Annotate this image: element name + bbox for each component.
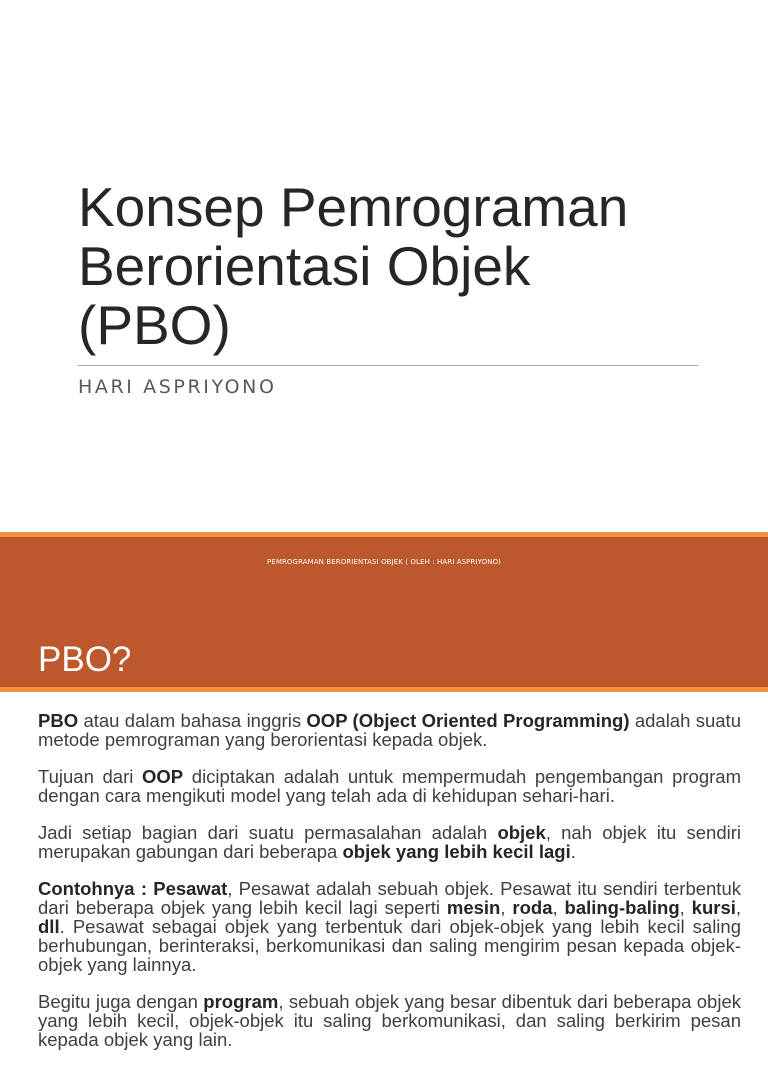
body-paragraph — [38, 992, 741, 1049]
bold-text-run: dll — [38, 916, 60, 937]
title-divider — [78, 365, 698, 366]
text-run: , Pesawat adalah sebuah objek. Pesawat itu sendiri terbentuk dari beberapa objek yang lebih kecil lagi seperti — [38, 878, 741, 918]
slide-footer-text: PEMROGRAMAN BERORIENTASI OBJEK ( OLEH : HARI ASPRIYONO) — [266, 558, 502, 566]
slide-body — [38, 711, 741, 1067]
content-slide — [0, 532, 768, 1050]
banner-bottom-stripe — [0, 687, 768, 692]
bold-text-run: program — [203, 991, 279, 1012]
text-run: , sebuah objek yang besar dibentuk dari beberapa objek yang lebih kecil, objek-objek itu saling berkomunikasi, dan saling berkirim pesan kepada objek yang lain. — [38, 991, 741, 1050]
bold-text-run: objek — [497, 822, 546, 843]
slide-heading: PBO? — [38, 640, 132, 679]
bold-text-run: OOP (Object Oriented Programming) — [306, 710, 630, 731]
bold-text-run: objek yang lebih kecil lagi — [342, 841, 571, 862]
bold-text-run: Contohnya : Pesawat — [38, 878, 228, 899]
body-paragraph — [38, 767, 741, 805]
text-run: adalah suatu metode pemrograman yang berorientasi kepada objek. — [38, 710, 741, 750]
text-run: , — [500, 897, 513, 918]
slide-title-line-2: Berorientasi Objek — [78, 235, 531, 297]
body-paragraph — [38, 711, 741, 749]
text-run: Jadi setiap bagian dari suatu permasalahan adalah — [38, 822, 498, 843]
slide-banner — [0, 537, 768, 687]
slide-title — [78, 178, 718, 355]
text-run: , — [552, 897, 565, 918]
bold-text-run: OOP — [142, 766, 184, 787]
text-run: atau dalam bahasa inggris — [78, 710, 307, 731]
text-run: diciptakan adalah untuk mempermudah pengembangan program dengan cara mengikuti model yang telah ada di kehidupan sehari-hari. — [38, 766, 741, 806]
text-run: Tujuan dari — [38, 766, 143, 787]
slide-title-line-1: Konsep Pemrograman — [78, 176, 629, 238]
body-paragraph — [38, 823, 741, 861]
bold-text-run: PBO — [38, 710, 79, 731]
text-run: , — [679, 897, 692, 918]
text-run: , — [735, 897, 742, 918]
slide-title-line-3: (PBO) — [78, 294, 231, 356]
bold-text-run: roda — [512, 897, 553, 918]
body-paragraph — [38, 879, 741, 974]
text-run: Begitu juga dengan — [38, 991, 204, 1012]
slide-subtitle: HARI ASPRIYONO — [78, 376, 277, 398]
title-slide — [0, 0, 768, 532]
bold-text-run: baling-baling — [564, 897, 680, 918]
text-run: . Pesawat sebagai objek yang terbentuk dari objek-objek yang lebih kecil saling berhubungan, berinteraksi, berkomunikasi dan saling mengirim pesan kepada objek-objek yang lainnya. — [38, 916, 741, 975]
text-run: . — [570, 841, 576, 862]
text-run: , nah objek itu sendiri merupakan gabungan dari beberapa — [38, 822, 741, 862]
bold-text-run: mesin — [446, 897, 501, 918]
bold-text-run: kursi — [691, 897, 736, 918]
